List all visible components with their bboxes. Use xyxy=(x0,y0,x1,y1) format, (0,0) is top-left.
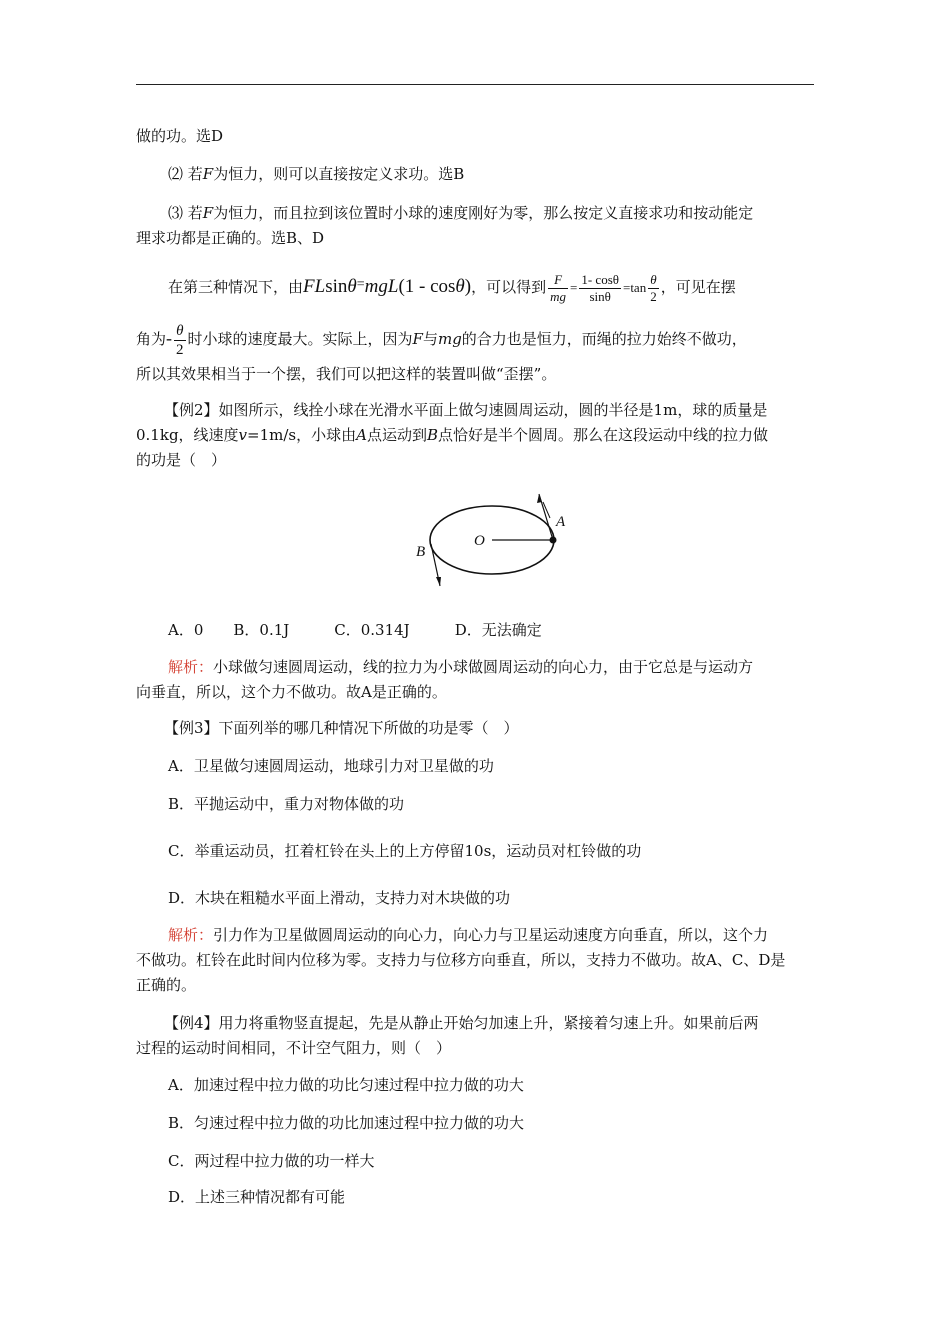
math-equals: = xyxy=(356,277,365,292)
text: A．卫星做匀速圆周运动，地球引力对卫星做的功 xyxy=(168,757,494,775)
text: 的合力也是恒力，而绳的拉力始终不做功， xyxy=(461,330,747,348)
text: ⑵ 若 xyxy=(168,165,203,183)
text: 引力作为卫星做圆周运动的向心力，向心力与卫星运动速度方向垂直，所以，这个力 xyxy=(213,926,769,944)
text-line xyxy=(136,226,816,251)
text: B．平抛运动中，重力对物体做的功 xyxy=(168,795,405,813)
option-a xyxy=(136,1073,816,1098)
text: 不做功。杠铃在此时间内位移为零。支持力与位移方向垂直，所以，支持力不做功。故A、C、D是 xyxy=(136,951,786,969)
arrowhead-A xyxy=(537,494,542,503)
frac-num: F xyxy=(548,272,568,289)
option-b xyxy=(136,1111,816,1136)
text-line xyxy=(136,948,816,973)
frac-num: θ xyxy=(174,322,186,341)
option-a xyxy=(136,754,816,779)
text: 为恒力，而且拉到该位置时小球的速度刚好为零，那么按定义直接求功和按动能定 xyxy=(213,204,754,222)
header-rule xyxy=(136,84,814,85)
var-A: A xyxy=(356,426,367,444)
example-3-answer xyxy=(136,923,816,948)
option-d xyxy=(136,1185,816,1210)
example-2-question xyxy=(136,398,816,423)
text: =1m/s，小球由 xyxy=(247,426,357,444)
text: 【例4】用力将重物竖直提起，先是从静止开始匀加速上升，紧接着匀速上升。如果前后两 xyxy=(164,1014,759,1032)
text: 【例3】下面列举的哪几种情况下所做的功是零（ ） xyxy=(164,719,519,737)
math-theta: θ xyxy=(347,276,357,297)
text: 过程的运动时间相同，不计空气阻力，则（ ） xyxy=(136,1039,452,1057)
text: D．上述三种情况都有可能 xyxy=(168,1188,346,1206)
var-mg: mg xyxy=(437,330,462,348)
fraction-cos-sin xyxy=(579,272,621,305)
text: 为恒力，则可以直接按定义求功。选B xyxy=(213,165,465,183)
text: 时小球的速度最大。实际上，因为 xyxy=(187,330,413,348)
math-mgL: mgL xyxy=(364,276,399,297)
text-line xyxy=(136,362,816,387)
text-line xyxy=(136,448,816,473)
text: 0.1kg，线速度 xyxy=(136,426,239,444)
math-paren: (1 - cos xyxy=(398,276,456,297)
text: A．加速过程中拉力做的功比匀速过程中拉力做的功大 xyxy=(168,1076,524,1094)
var-F: F xyxy=(412,330,423,348)
math-FL: FL xyxy=(303,276,326,297)
text: 点运动到 xyxy=(366,426,427,444)
option-b xyxy=(136,792,816,817)
text-line xyxy=(136,680,816,705)
text: D．木块在粗糙水平面上滑动，支持力对木块做的功 xyxy=(168,889,511,907)
text: 向垂直，所以，这个力不做功。故A是正确的。 xyxy=(136,683,447,701)
var-v: v xyxy=(238,426,248,444)
example-2-answer xyxy=(136,655,816,680)
text-line xyxy=(136,201,816,226)
text: 理求功都是正确的。选B、D xyxy=(136,229,325,247)
math-neg: - xyxy=(166,328,173,348)
text: C．举重运动员，扛着杠铃在头上的上方停留10s，运动员对杠铃做的功 xyxy=(168,842,642,860)
text: B．匀速过程中拉力做的功比加速过程中拉力做的功大 xyxy=(168,1114,525,1132)
formula-line: 在第三种情况下，由FLsinθ=mgL(1 - cosθ)，可以得到 $\frac{F}{mg}$ = $\frac{1- \cos\theta}{\sin\theta}$ =tan $\frac{\theta}{2}$ ，可见在摆 xyxy=(168,271,736,304)
option-c xyxy=(136,1149,816,1174)
frac-den: 2 xyxy=(650,288,657,304)
label-A: A xyxy=(556,514,566,530)
label-B: B xyxy=(416,544,426,560)
text: 点恰好是半个圆周。那么在这段运动中线的拉力做 xyxy=(438,426,769,444)
text-line xyxy=(136,124,816,149)
frac-den: mg xyxy=(550,288,566,304)
option-c xyxy=(136,839,816,864)
fraction-F-mg xyxy=(548,272,568,305)
label-O: O xyxy=(474,533,485,549)
example-4-question xyxy=(136,1011,816,1036)
text-line xyxy=(136,162,816,187)
fraction-theta-2 xyxy=(648,272,659,305)
math-close: ) xyxy=(464,276,472,297)
example-2-options xyxy=(136,618,816,643)
text: 小球做匀速圆周运动，线的拉力为小球做圆周运动的向心力，由于它总是与运动方 xyxy=(213,658,754,676)
circular-motion-diagram xyxy=(400,488,580,598)
text: ，可见在摆 xyxy=(660,278,736,296)
math-theta: θ xyxy=(455,276,465,297)
text: 与 xyxy=(422,330,438,348)
text: ⑶ 若 xyxy=(168,204,203,222)
text: 【例2】如图所示，线拴小球在光滑水平面上做匀速圆周运动，圆的半径是1m，球的质量是 xyxy=(164,401,768,419)
text: 角为 xyxy=(136,330,167,348)
var-B: B xyxy=(426,426,439,444)
text-line xyxy=(136,1036,816,1061)
formula-line xyxy=(136,318,816,359)
var-F: F xyxy=(202,204,214,222)
frac-den: sinθ xyxy=(589,288,611,304)
answer-label: 解析： xyxy=(168,926,214,944)
text: 正确的。 xyxy=(136,976,197,994)
text: C．两过程中拉力做的功一样大 xyxy=(168,1152,375,1170)
text: 做的功。选D xyxy=(136,127,224,145)
text: A．0 B．0.1J C．0.314J D．无法确定 xyxy=(168,621,542,639)
fraction-theta-2 xyxy=(174,322,186,359)
var-F: F xyxy=(202,165,214,183)
text: 在第三种情况下，由 xyxy=(168,278,304,296)
text: 所以其效果相当于一个摆，我们可以把这样的装置叫做“歪摆”。 xyxy=(136,365,557,383)
frac-num: θ xyxy=(648,272,659,289)
answer-label: 解析： xyxy=(168,658,214,676)
text-line xyxy=(136,423,816,448)
text: 的功是（ ） xyxy=(136,451,227,469)
frac-num: 1- cosθ xyxy=(581,271,619,287)
text-line xyxy=(136,973,816,998)
text: ，可以得到 xyxy=(471,278,547,296)
example-3-question xyxy=(136,716,816,741)
math-tan: =tan xyxy=(622,280,647,295)
option-d xyxy=(136,886,816,911)
frac-den: 2 xyxy=(176,341,184,358)
math-sin: sin xyxy=(325,276,348,297)
